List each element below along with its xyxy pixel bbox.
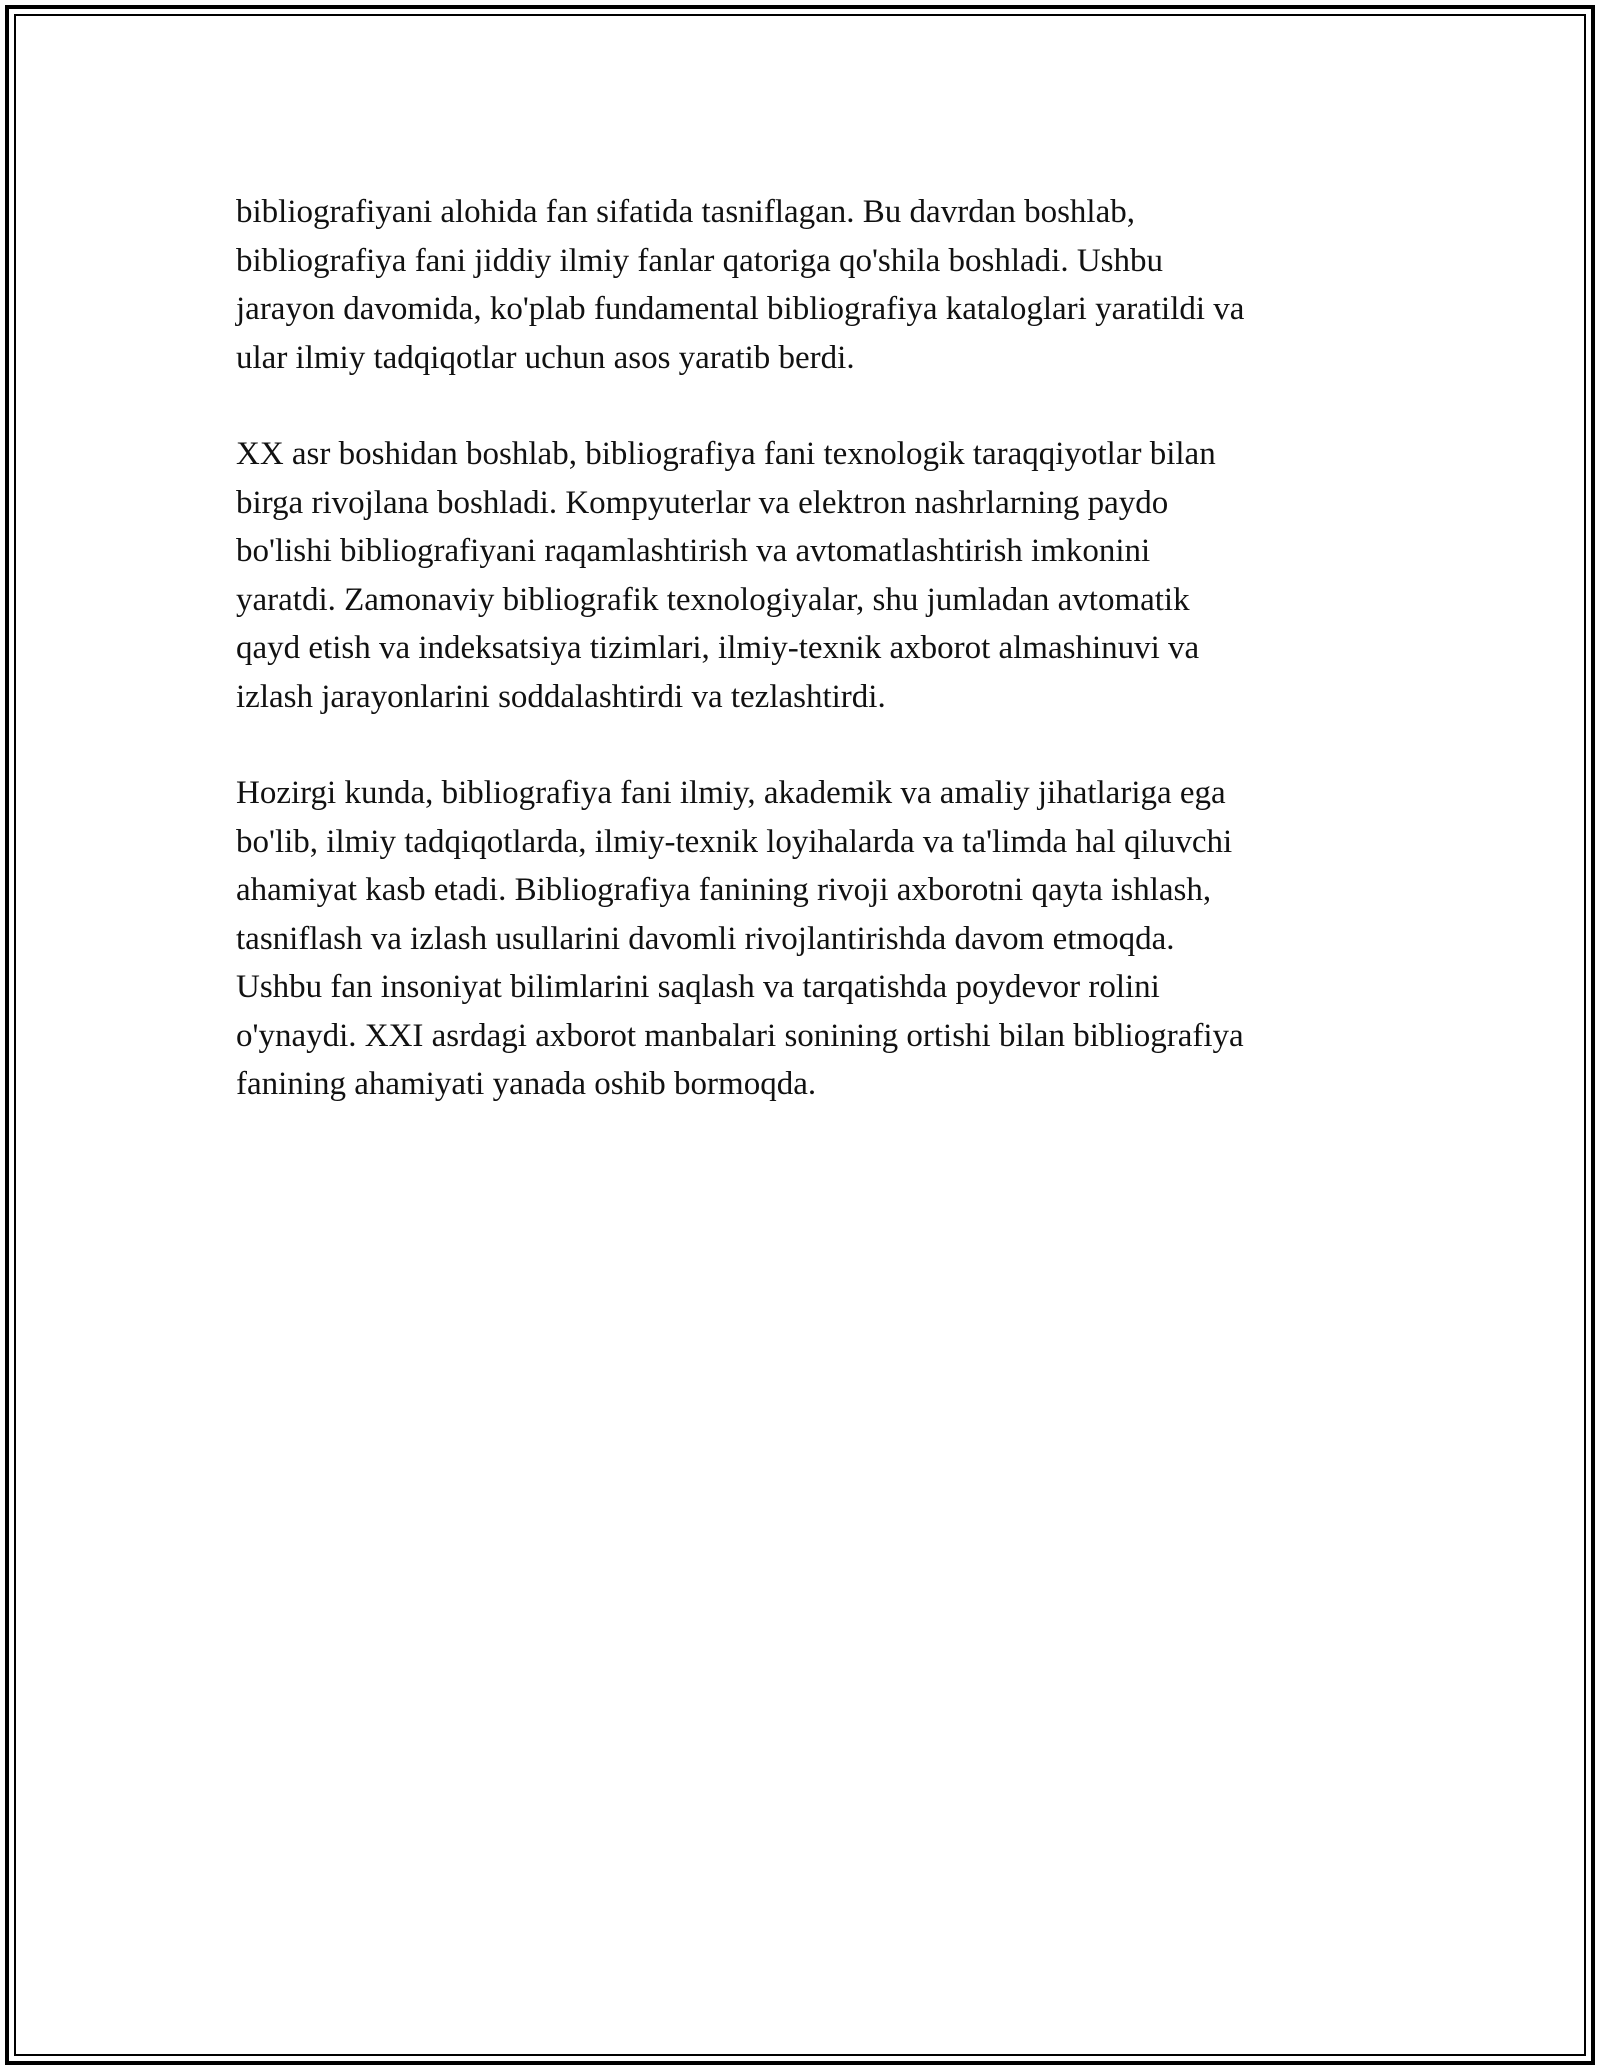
text-line: izlash jarayonlarini soddalashtirdi va tezlashtirdi.: [236, 678, 886, 715]
text-line: birga rivojlana boshladi. Kompyuterlar va elektron nashrlarning paydo: [236, 484, 1169, 521]
text-line: tasniflash va izlash usullarini davomli rivojlantirishda davom etmoqda.: [236, 920, 1175, 957]
text-line: ular ilmiy tadqiqotlar uchun asos yaratib berdi.: [236, 339, 855, 376]
paragraph-2: [236, 430, 1376, 721]
document-body: [236, 188, 1376, 1157]
text-line: bo'lishi bibliografiyani raqamlashtirish va avtomatlashtirish imkonini: [236, 533, 1151, 569]
text-line: qayd etish va indeksatsiya tizimlari, ilmiy-texnik axborot almashinuvi va: [236, 630, 1200, 666]
text-line: o'ynaydi. XXI asrdagi axborot manbalari sonining ortishi bilan bibliografiya: [236, 1017, 1244, 1054]
paragraph-1: [236, 188, 1376, 382]
text-line: yaratdi. Zamonaviy bibliografik texnologiyalar, shu jumladan avtomatik: [236, 581, 1190, 618]
paragraph-3: [236, 769, 1376, 1109]
text-line: jarayon davomida, ko'plab fundamental bibliografiya kataloglari yaratildi va: [236, 291, 1245, 327]
text-line: bibliografiya fani jiddiy ilmiy fanlar qatoriga qo'shila boshladi. Ushbu: [236, 242, 1164, 279]
text-line: fanining ahamiyati yanada oshib bormoqda.: [236, 1066, 817, 1102]
text-line: Hozirgi kunda, bibliografiya fani ilmiy, akademik va amaliy jihatlariga ega: [236, 775, 1226, 811]
text-line: Ushbu fan insoniyat bilimlarini saqlash va tarqatishda poydevor rolini: [236, 969, 1160, 1005]
text-line: bibliografiyani alohida fan sifatida tasniflagan. Bu davrdan boshlab,: [236, 194, 1135, 230]
text-line: bo'lib, ilmiy tadqiqotlarda, ilmiy-texnik loyihalarda va ta'limda hal qiluvchi: [236, 823, 1233, 860]
text-line: XX asr boshidan boshlab, bibliografiya fani texnologik taraqqiyotlar bilan: [236, 436, 1216, 472]
text-line: ahamiyat kasb etadi. Bibliografiya fanining rivoji axborotni qayta ishlash,: [236, 872, 1212, 908]
